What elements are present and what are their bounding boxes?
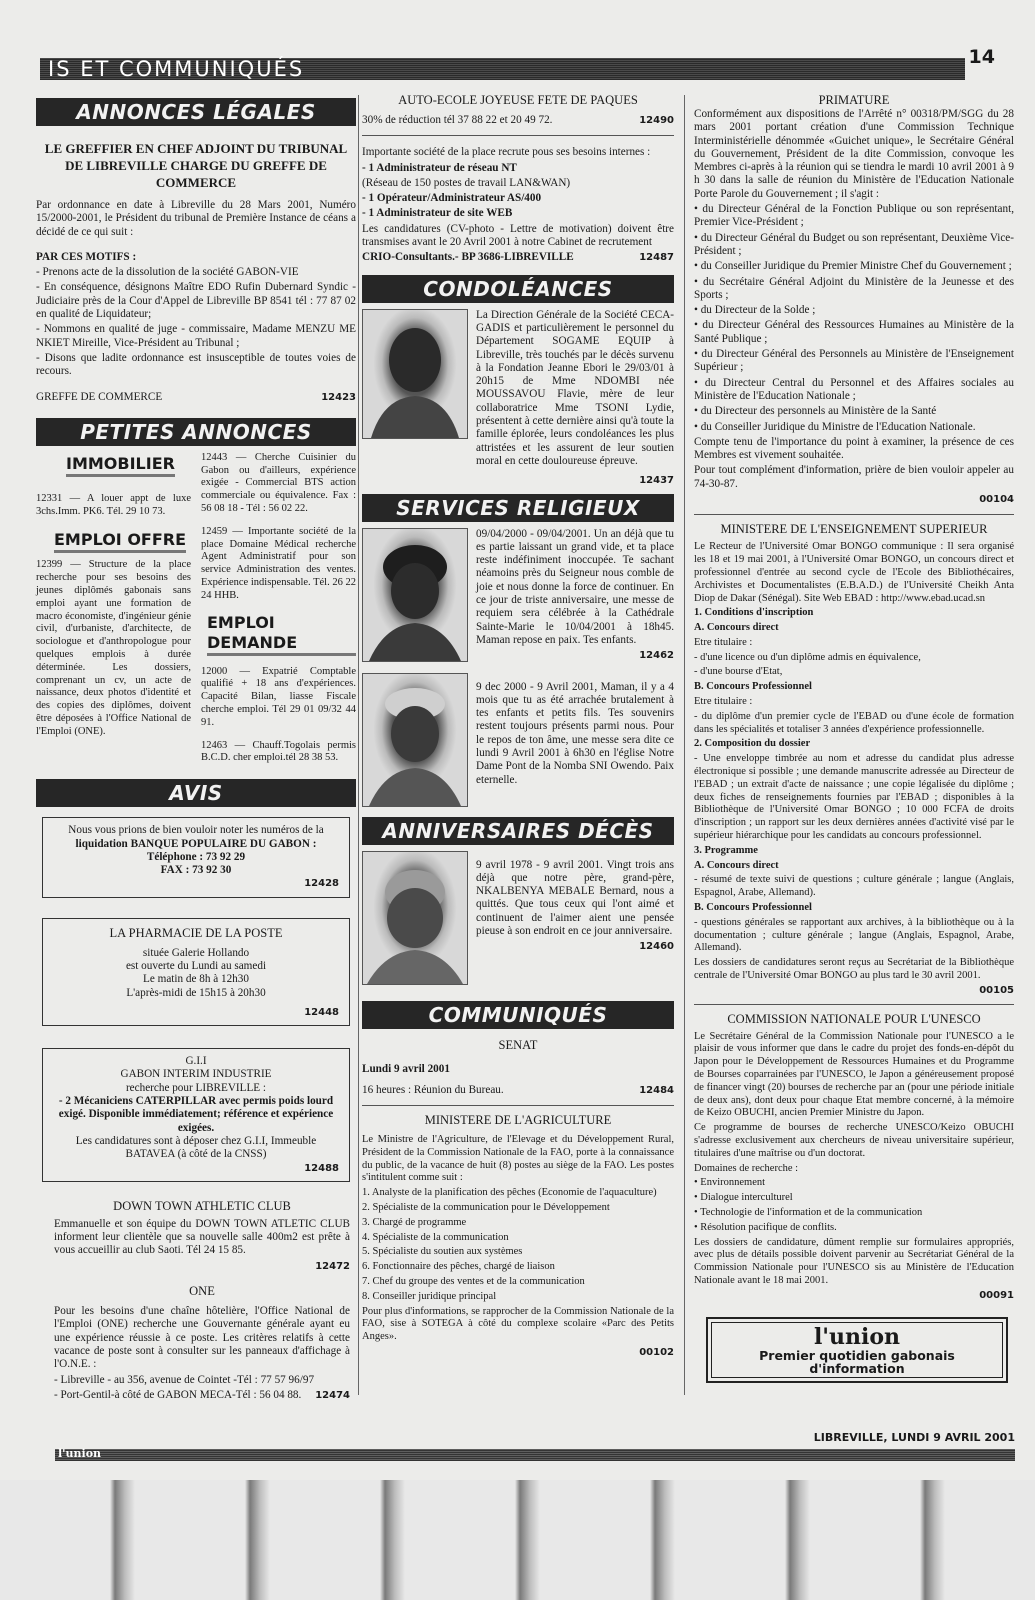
ad-reference: 12462 [639,650,674,662]
greffier-paragraph: - Prenons acte de la dissolution de la société GABON-VIE [36,266,299,279]
enseignement-heading: A. Concours direct [694,859,779,871]
unesco-list-item: • Dialogue interculturel [694,1192,793,1204]
classified-ad: 12331 — A louer appt de luxe 3chs.Imm. PK6. Tél. 29 10 73. [36,492,191,517]
primature-list-item: • du Conseiller Juridique du Ministre de l'Education Nationale. [694,420,976,433]
gii-line: Les candidatures sont à déposer chez G.I.I, Immeuble BATAVEA (à côté de la CNSS) [75,1134,317,1161]
agriculture-list [362,1187,674,1303]
ad-reference: 12488 [304,1162,339,1174]
unesco-text: Les dossiers de candidature, dûment remplie sur formulaires appropriés, avec plus de détails possible doivent parvenir au Secrétariat Général de la Commission Nationale pour l'UNESCO sis au Ministère de l'Education Nationale avant le 18 mai 2001. [694,1236,1014,1286]
pharmacie-line: est ouverte du Lundi au samedi [125,959,267,972]
enseignement-text: Les dossiers de candidatures seront reçus au Secrétariat de la Bibliothèque centrale de l'Université Omar BONGO au plus tard le 30 avril 2001. [694,957,1014,982]
primature-text: Conformément aux dispositions de l'Arrêté n° 00318/PM/SGG du 28 mars 2001 portant création d'une Commission Technique Interministérielle dénommée «Guichet unique», le Secrétaire Général du Gouvernement, Président de la dite Commission, convoque les Membres ci-après à la réunion qui se tiendra le mardi 10 avril 2001 à 9 h 30 dans la salle de réunion du Ministère de l'Education Nationale Porte Parole du Gouvernement ; il s'agit : [694,108,1014,200]
enseignement-text: - d'une bourse d'Etat, [694,666,783,678]
pharmacie-title: LA PHARMACIE DE LA POSTE [109,925,283,940]
footer-bar [55,1449,1015,1461]
ad-reference: 12460 [639,941,674,953]
union-logo: l'union [813,1323,901,1350]
gii-line: G.I.I [185,1055,207,1068]
unesco-list-item: • Résolution pacifique de conflits. [694,1221,837,1233]
agriculture-text: Le Ministre de l'Agriculture, de l'Elevage et du Développement Rural, Président de la Commission Nationale de la FAO, porte à la connaissance du public, de la vacance de huit (8) postes au siège de la FAO. Les postes s'intitulent comme suit : [362,1134,674,1184]
unesco-list [694,1177,1014,1234]
anniversaire-text: 9 avril 1978 - 9 avril 2001. Vingt trois ans déjà que notre père, grand-père, NKALBENYA MEBALE Bernard, nous a quittés. Que tous ceux qui l'ont aimé et continuent de l'aimer aient une pensée pieuse à son endroit en ce jour anniversaire. [476,858,674,937]
portrait-photo [362,851,468,985]
enseignement-text: - du diplôme d'un premier cycle de l'EBAD ou d'une école de formation dans les spécialités et totaliser 3 années d'expérience professionnelle. [694,710,1014,735]
primature-list-item: • du Directeur Central du Personnel et des Affaires sociales au Ministère de l'Education Nationale ; [694,376,1014,402]
banner-annonces-legales: ANNONCES LÉGALES [36,98,356,126]
auto-ecole-text: 30% de réduction tél 37 88 22 et 20 49 72. [362,114,553,126]
unesco-text: Domaines de recherche : [694,1162,799,1174]
enseignement-heading: 3. Programme [694,844,758,856]
column-rule [684,95,685,1395]
column-left [36,92,356,1402]
ad-reference: 12448 [304,1006,339,1018]
banner-petites-annonces: PETITES ANNONCES [36,418,356,446]
service-text: 9 dec 2000 - 9 Avril 2001, Maman, il y a 4 mois que tu as été arrachée brutalement à tes enfants et petits fils. Tes souvenirs restent toujours présents parmi nous. Pour le repos de ton âme, une messe sera dite ce lundi 9 Avril 2001 à 6h30 en l'église Notre Dame Pont de la Nomba SNI Owendo. Paix eternelle. [476,680,674,786]
greffier-motifs: PAR CES MOTIFS : [36,250,137,263]
agriculture-text: Pour plus d'informations, se rapprocher de la Commission Nationale de la FAO, sise à SOTEGA à côté du complexe scolaire «Parc des Petits Anges». [362,1305,674,1343]
crio-text: (Réseau de 150 postes de travail LAN&WAN) [362,176,571,189]
one-text: Pour les besoins d'une chaîne hôtelière, l'Office National de l'Emploi (ONE) recherche une Gouvernante générale ayant eu une expérience réussie à ce poste. Les critères relatifs à cette vacance de poste sont à consulter sur les panneaux d'affichage à l'O.N.E. : [54,1305,350,1371]
footer-date: LIBREVILLE, LUNDI 9 AVRIL 2001 [813,1431,1015,1444]
agriculture-list-item: 2. Spécialiste de la communication pour le Développement [362,1202,610,1214]
page-number: 14 [968,46,995,68]
ad-reference: 12484 [639,1084,674,1096]
primature-title: PRIMATURE [818,93,890,107]
classified-ad: 12459 — Importante société de la place Domaine Médical recherche Agent Administratif pour son service Administration des ventes. Expérience indispensable. Tél. 26 22 24 HHB. [201,525,356,601]
club-block [54,1198,350,1402]
condoleances-text: La Direction Générale de la Société CECA-GADIS et particulièrement le personnel du Département SOGAME EQUIP à Libreville, très touchés par le décès survenu à la Fondation Jeanne Ebori le 29/03/01 à 20h15 de Mme NDOMBI née MOUSSAVOU Flavie, mère de leur collaboratrice Mme TSONI Lydie, présentent à cette dernière ainsi qu'à toute la famille éplorée, leurs condoléances les plus attristées et les assurent de leur soutien moral en cette douloureuse épreuve. [476,308,675,467]
one-title: ONE [189,1284,215,1299]
ad-reference: 00105 [979,984,1014,996]
enseignement-heading: 2. Composition du dossier [694,738,811,750]
gii-box [42,1048,350,1182]
union-logo-box [706,1317,1008,1384]
unesco-text: Le Secrétaire Général de la Commission Nationale pour l'UNESCO a le plaisir de vous informer que dans le cadre du projet des fonds-en-dépôt du Japon pour le Développement de Ressources Humaines et du Programme de Bourses coparrainées par l'UNESCO, le Japon a généreusement proposé de financer vingt (20) bourses de recherche par an (pour une période initiale de deux ans), dont deux pour chaque Etat membre concerné, à la mémoire de Keizo OBUCHI, ancien Premier Ministre du Japon. [694,1030,1014,1119]
column-right [694,92,1014,1383]
club-title: DOWN TOWN ATHLETIC CLUB [113,1198,291,1213]
agriculture-list-item: 5. Spécialiste du soutien aux systèmes [362,1246,523,1258]
column-rule [358,95,359,1395]
banner-condoleances: CONDOLÉANCES [362,275,674,303]
crio-position: - 1 Opérateur/Administrateur AS/400 [362,192,542,205]
banner-avis: AVIS [36,779,356,807]
classified-ad: 12443 — Cherche Cuisinier du Gabon ou d'ailleurs, expérience exigée - Commercial BTS action commerciale ou équivalence. Fax : 56 08 18 - Tél : 56 02 22. [201,451,356,515]
avis-box [42,817,350,897]
pharmacie-line: L'après-midi de 15h15 à 20h30 [126,986,266,999]
pharmacie-line: située Galerie Hollando [142,946,250,959]
background-strip [0,1480,1035,1600]
service-text: 09/04/2000 - 09/04/2001. Un an déjà que tu es partie laissant un grand vide, et ta place reste indéfiniment inoccupée. Te sachant néamoins près du Seigneur nous comble de joie et nous donne la force de continuer. En ce jour de triste anniversaire, une messe de requiem sera célébrée à la Cathédrale Sainte-Marie le 10/04/2001 à 18h45. Maman repose en paix. Tes enfants. [476,527,674,646]
enseignement-text: Etre titulaire : [694,696,753,708]
unesco-list-item: • Technologie de l'information et de la communication [694,1206,923,1218]
avis-phone: Téléphone : 73 92 29 [146,850,246,863]
enseignement-text: Etre titulaire : [694,636,753,648]
unesco-text: Ce programme de bourses de recherche UNESCO/Keizo OBUCHI s'adresse exclusivement aux chercheurs de niveau universitaire supérieur, titulaires d'une maîtrise ou d'un doctorat. [694,1122,1014,1159]
crio-text: Les candidatures (CV-photo - Lettre de motivation) doivent être transmises avant le 20 Avril 2001 à notre Cabinet de recrutement [362,222,674,249]
classified-ad: 12399 — Structure de la place recherche pour ses besoins des jeunes diplômés gabonais sans emploi ayant une formation de macro économiste, d'ingénieur génie civil, d'urbaniste, d'architecte, de sociologue et d'anthropologue pour quelques emplois à durée déterminée. Les dossiers, comprenant un cv, un acte de naissance, deux photos d'identité et des copies des diplômes, doivent être déposées à l'Office National de l'Emploi (ONE). [36,559,191,737]
greffier-paragraph: - Nommons en qualité de juge - commissaire, Madame MENZU ME NKIET Mireille, Vice-Président au Tribunal ; [36,323,356,349]
gii-line: recherche pour LIBREVILLE : [125,1081,267,1094]
crio-position: - 1 Administrateur de site WEB [362,207,513,220]
primature-list-item: • du Directeur de la Solde ; [694,304,816,317]
greffier-title: LE GREFFIER EN CHEF ADJOINT DU TRIBUNAL DE LIBREVILLE CHARGE DU GREFFE DE COMMERCE [44,141,348,190]
section-title: IS ET COMMUNIQUÉS [48,57,305,81]
enseignement-text: Le Recteur de l'Université Omar BONGO communique : Il sera organisé les 18 et 19 mai 2001, à l'Université Omar BONGO, un concours direct et professionnel d'entrée au second cycle de l'Ecole des Bibliothécaires, Archivistes et Documentalistes (E.B.A.D.) de l'Université Cheikh Anta Diop de Dakar (Sénégal). Site Web EBAD : http://www.ebad.ucad.sn [694,541,1014,604]
greffier-paragraph: Par ordonnance en date à Libreville du 28 Mars 2001, Numéro 15/2000-2001, le Président du tribunal de Première Instance de céans a décidé de ce qui suit : [36,199,356,238]
heading-emploi-demande: EMPLOI DEMANDE [207,613,356,656]
primature-list-item: • du Secrétaire Général Adjoint du Ministère de la Jeunesse et des Sports ; [694,275,1014,301]
auto-ecole-title: AUTO-ECOLE JOYEUSE FETE DE PAQUES [398,93,638,107]
footer-brand: l'union [58,1447,102,1460]
ad-reference: 12428 [304,878,339,890]
gii-line: GABON INTERIM INDUSTRIE [120,1068,272,1081]
banner-services-religieux: SERVICES RELIGIEUX [362,494,674,522]
portrait-photo [362,673,468,807]
enseignement-text: - résumé de texte suivi de questions ; culture générale ; langue (Anglais, Espagnol, Arabe, Allemand). [694,874,1014,899]
column-middle [362,92,674,1359]
ad-reference: 12490 [639,115,674,126]
enseignement-heading: 1. Conditions d'inscription [694,607,814,619]
heading-immobilier: IMMOBILIER [66,454,175,477]
agriculture-list-item: 4. Spécialiste de la communication [362,1231,509,1243]
enseignement-heading: B. Concours Professionnel [694,681,812,693]
pharmacie-line: Le matin de 8h à 12h30 [143,973,249,986]
enseignement-text: - Une enveloppe timbrée au nom et adresse du candidat plus adresse électronique si possible ; une demande manuscrite adressée au Directeur de l'EBAD ; un extrait d'acte de naissance ; une copie légalisée du diplôme ; deux fiches de renseignements fournies par l'EBAD ; disponibles à la Bibliothèque de l'Université Omar BONGO ; 10 000 FCFA de droits d'inscription ; un rapport sur les deux dernières années d'activité visé par le supérieur hiérarchique pour les candidats au concours professionnel. [694,753,1014,842]
portrait-photo [362,528,468,662]
unesco-title: COMMISSION NATIONALE POUR L'UNESCO [727,1011,981,1026]
heading-emploi-offre: EMPLOI OFFRE [54,530,186,553]
enseignement-text: - d'une licence ou d'un diplôme admis en équivalence, [694,651,921,663]
classified-ad: 12463 — Chauff.Togolais permis B.C.D. cher emploi.tél 28 38 53. [201,739,356,764]
unesco-list-item: • Environnement [694,1177,766,1189]
primature-text: Compte tenu de l'importance du point à examiner, la présence de ces Membres est vivement souhaitée. [694,435,1014,462]
ad-reference: 12472 [315,1260,350,1272]
ad-reference: 12487 [639,252,674,264]
one-line: - Port-Gentil-à côté de GABON MECA-Tél : 56 04 88. [54,1388,302,1401]
enseignement-title: MINISTERE DE L'ENSEIGNEMENT SUPERIEUR [720,522,988,537]
senat-title: SENAT [498,1037,538,1052]
greffier-paragraph: - En conséquence, désignons Maître EDO Rufin Dubernard Syndic - Judiciaire près de la Cour d'Appel de Libreville BP 8541 tél : 77 87 02 en qualité de Liquidateur; [36,281,356,321]
classified-ad: 12000 — Expatrié Comptable qualifié + 18 ans d'expériences. Capacité Bilan, liasse Fiscale cherche emploi. Tél 29 01 09/32 44 91. [201,665,356,728]
agriculture-list-item: 1. Analyste de la planification des pêches (Economie de l'aquaculture) [362,1187,657,1199]
primature-list [694,203,1014,434]
pharmacie-box [42,918,350,1026]
enseignement-heading: A. Concours direct [694,622,779,634]
greffier-signature: GREFFE DE COMMERCE [36,390,163,403]
banner-anniversaires-deces: ANNIVERSAIRES DÉCÈS [362,817,674,845]
one-line: - Libreville - au 356, avenue de Cointet -Tél : 77 57 96/97 [54,1373,315,1386]
ad-reference: 12423 [321,391,356,403]
avis-text: Nous vous prions de bien vouloir noter les numéros de la [68,824,324,837]
primature-list-item: • du Conseiller Juridique du Premier Ministre Chef du Gouvernement ; [694,260,1012,273]
agriculture-title: MINISTERE DE L'AGRICULTURE [424,1113,612,1128]
agriculture-list-item: 3. Chargé de programme [362,1216,467,1228]
gii-line: - 2 Mécaniciens CATERPILLAR avec permis poids lourd exigé. Disponible immédiatement; référence et expérience exigées. [58,1095,334,1134]
enseignement-heading: B. Concours Professionnel [694,902,812,914]
enseignement-text: - questions générales se rapportant aux archives, à la bibliothèque ou à la documentation ; culture générale ; langue (Anglais, Espagnol, Arabe, Allemand). [694,916,1014,954]
primature-text: Pour tout complément d'information, prière de bien vouloir appeler au 74-30-87. [694,464,1014,490]
crio-text: Importante société de la place recrute pous ses besoins internes : [362,146,651,159]
ad-reference: 12437 [639,475,674,487]
primature-list-item: • du Directeur Général de la Fonction Publique ou son représentant, Premier Vice-Président ; [694,203,1014,229]
primature-list-item: • du Directeur Général des Personnels au Ministère de l'Enseignement Supérieur ; [694,348,1014,374]
crio-position: - 1 Administrateur de réseau NT [362,161,517,174]
banner-communiques: COMMUNIQUÉS [362,1001,674,1029]
primature-list-item: • du Directeur Général du Budget ou son représentant, Deuxième Vice-Président ; [694,231,1014,257]
portrait-photo [362,309,468,439]
union-tagline: Premier quotidien gabonais d'information [759,1347,955,1376]
ad-reference: 00091 [979,1289,1014,1301]
greffier-paragraph: - Disons que ladite ordonnance est insusceptible de toutes voies de recours. [36,351,356,378]
senat-line: 16 heures : Réunion du Bureau. [362,1083,504,1096]
ad-reference: 12474 [315,1389,350,1401]
agriculture-list-item: 7. Chef du groupe des ventes et de la communication [362,1276,585,1288]
primature-list-item: • du Directeur des personnels au Ministère de la Santé [694,405,937,418]
agriculture-list-item: 8. Conseiller juridique principal [362,1290,497,1302]
avis-text: liquidation BANQUE POPULAIRE DU GABON : [75,837,317,850]
club-text: Emmanuelle et son équipe du DOWN TOWN ATLETIC CLUB informent leur clientèle que sa nouvelle salle 400m2 est prête à vous accueillir au club Saoti. Tél 24 15 85. [54,1217,350,1257]
primature-list-item: • du Directeur Général des Ressources Humaines au Ministère de la Santé Publique ; [694,319,1014,345]
senat-date: Lundi 9 avril 2001 [362,1062,450,1075]
crio-signature: CRIO-Consultants.- BP 3686-LIBREVILLE [362,251,574,264]
agriculture-list-item: 6. Fonctionnaire des pêches, chargé de liaison [362,1261,555,1273]
avis-fax: FAX : 73 92 30 [160,864,232,877]
ad-reference: 00102 [639,1347,674,1359]
ad-reference: 00104 [979,494,1014,506]
